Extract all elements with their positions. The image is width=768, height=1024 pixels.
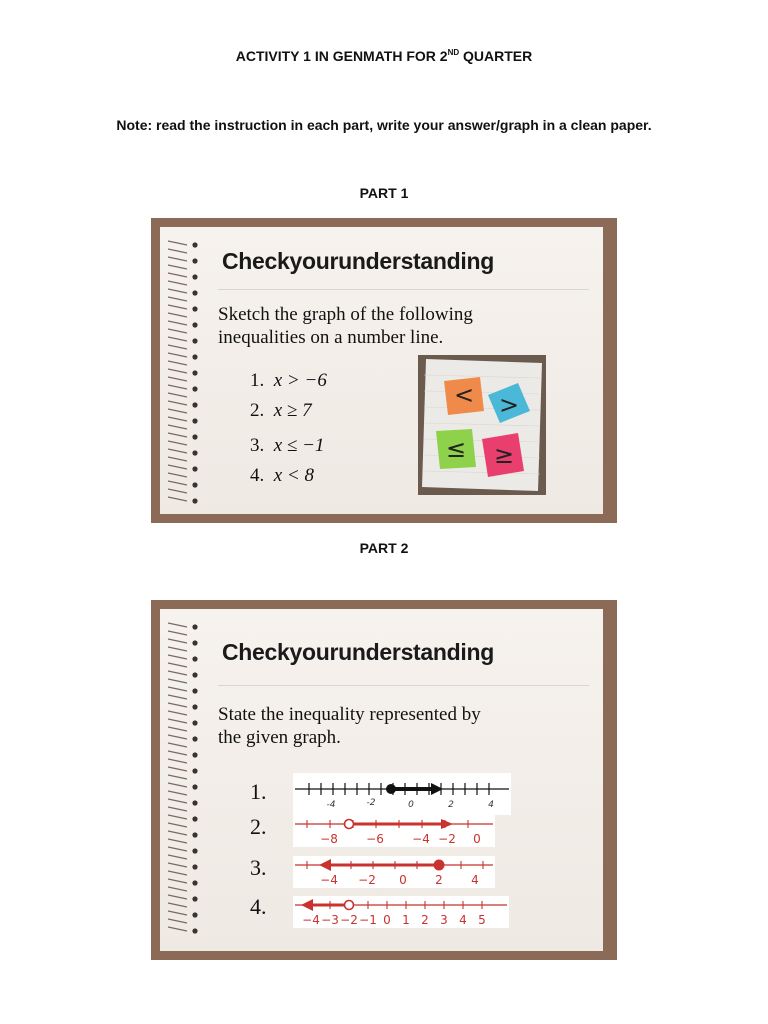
inequality-item: 1. x > −6 xyxy=(250,370,327,391)
tick-label: 0 xyxy=(473,832,481,846)
slide2-heading: Checkyourunderstanding xyxy=(222,639,494,665)
tick-label: 4 xyxy=(488,800,494,810)
sticky-note-symbol: > xyxy=(498,391,520,419)
tick-label: 0 xyxy=(399,873,407,887)
spiral-binding xyxy=(165,237,213,505)
divider xyxy=(218,685,589,686)
tick-label: 3 xyxy=(440,913,448,927)
sticky-note-symbol: < xyxy=(453,381,475,409)
tick-label: -2 xyxy=(366,798,376,808)
tick-label: 2 xyxy=(421,913,429,927)
tick-label: 5 xyxy=(478,913,486,927)
sticky-notes-photo xyxy=(418,355,546,495)
tick-label: 1 xyxy=(402,913,410,927)
slide-paper xyxy=(160,609,603,951)
closed-dot xyxy=(386,784,396,794)
number-line-4 xyxy=(293,896,509,928)
tick-label: −4 xyxy=(302,913,320,927)
inequality-item: 4. x < 8 xyxy=(250,465,315,486)
number-line-1 xyxy=(293,773,511,815)
tick-label: −3 xyxy=(321,913,339,927)
tick-label: 0 xyxy=(383,913,391,927)
tick-label: −2 xyxy=(358,873,376,887)
tick-label: −4 xyxy=(320,873,338,887)
tick-label: 2 xyxy=(448,800,454,810)
note-text: Note: read the instruction in each part, write your answer/graph in a clean paper. xyxy=(116,117,652,133)
divider xyxy=(218,289,589,290)
tick-label: 4 xyxy=(471,873,479,887)
closed-dot xyxy=(434,860,445,871)
open-dot xyxy=(345,901,354,910)
tick-label: −2 xyxy=(340,913,358,927)
tick-label: −4 xyxy=(412,832,430,846)
document-title: ACTIVITY 1 IN GENMATH FOR 2ND QUARTER xyxy=(235,48,533,64)
graph-number: 3. xyxy=(250,855,267,880)
tick-label: 2 xyxy=(435,873,443,887)
tick-label: −1 xyxy=(359,913,377,927)
slide2-instruction: State the inequality represented by the given graph. xyxy=(218,704,481,748)
sticky-note-symbol: ≥ xyxy=(493,441,515,469)
tick-label: -4 xyxy=(326,800,336,810)
number-line-2 xyxy=(293,815,495,847)
graph-number: 1. xyxy=(250,779,267,804)
slide-paper xyxy=(160,227,603,514)
slide-part1 xyxy=(151,218,617,523)
graph-number: 2. xyxy=(250,814,267,839)
tick-label: −2 xyxy=(438,832,456,846)
sticky-note-symbol: ≤ xyxy=(445,435,467,463)
graph-number: 4. xyxy=(250,894,267,919)
part1-label: PART 1 xyxy=(359,185,409,201)
inequality-item: 2. x ≥ 7 xyxy=(250,400,312,421)
tick-label: 0 xyxy=(408,800,414,810)
tick-label: 4 xyxy=(459,913,467,927)
tick-label: −6 xyxy=(366,832,384,846)
spiral-binding xyxy=(165,619,213,941)
inequality-item: 3. x ≤ −1 xyxy=(250,435,325,456)
number-line-3 xyxy=(293,856,495,888)
open-dot xyxy=(345,820,354,829)
tick-label: −8 xyxy=(320,832,338,846)
part2-label: PART 2 xyxy=(359,540,409,556)
slide1-heading: Checkyourunderstanding xyxy=(222,248,494,274)
slide-part2 xyxy=(151,600,617,960)
slide1-instruction: Sketch the graph of the following inequalities on a number line. xyxy=(218,304,473,348)
